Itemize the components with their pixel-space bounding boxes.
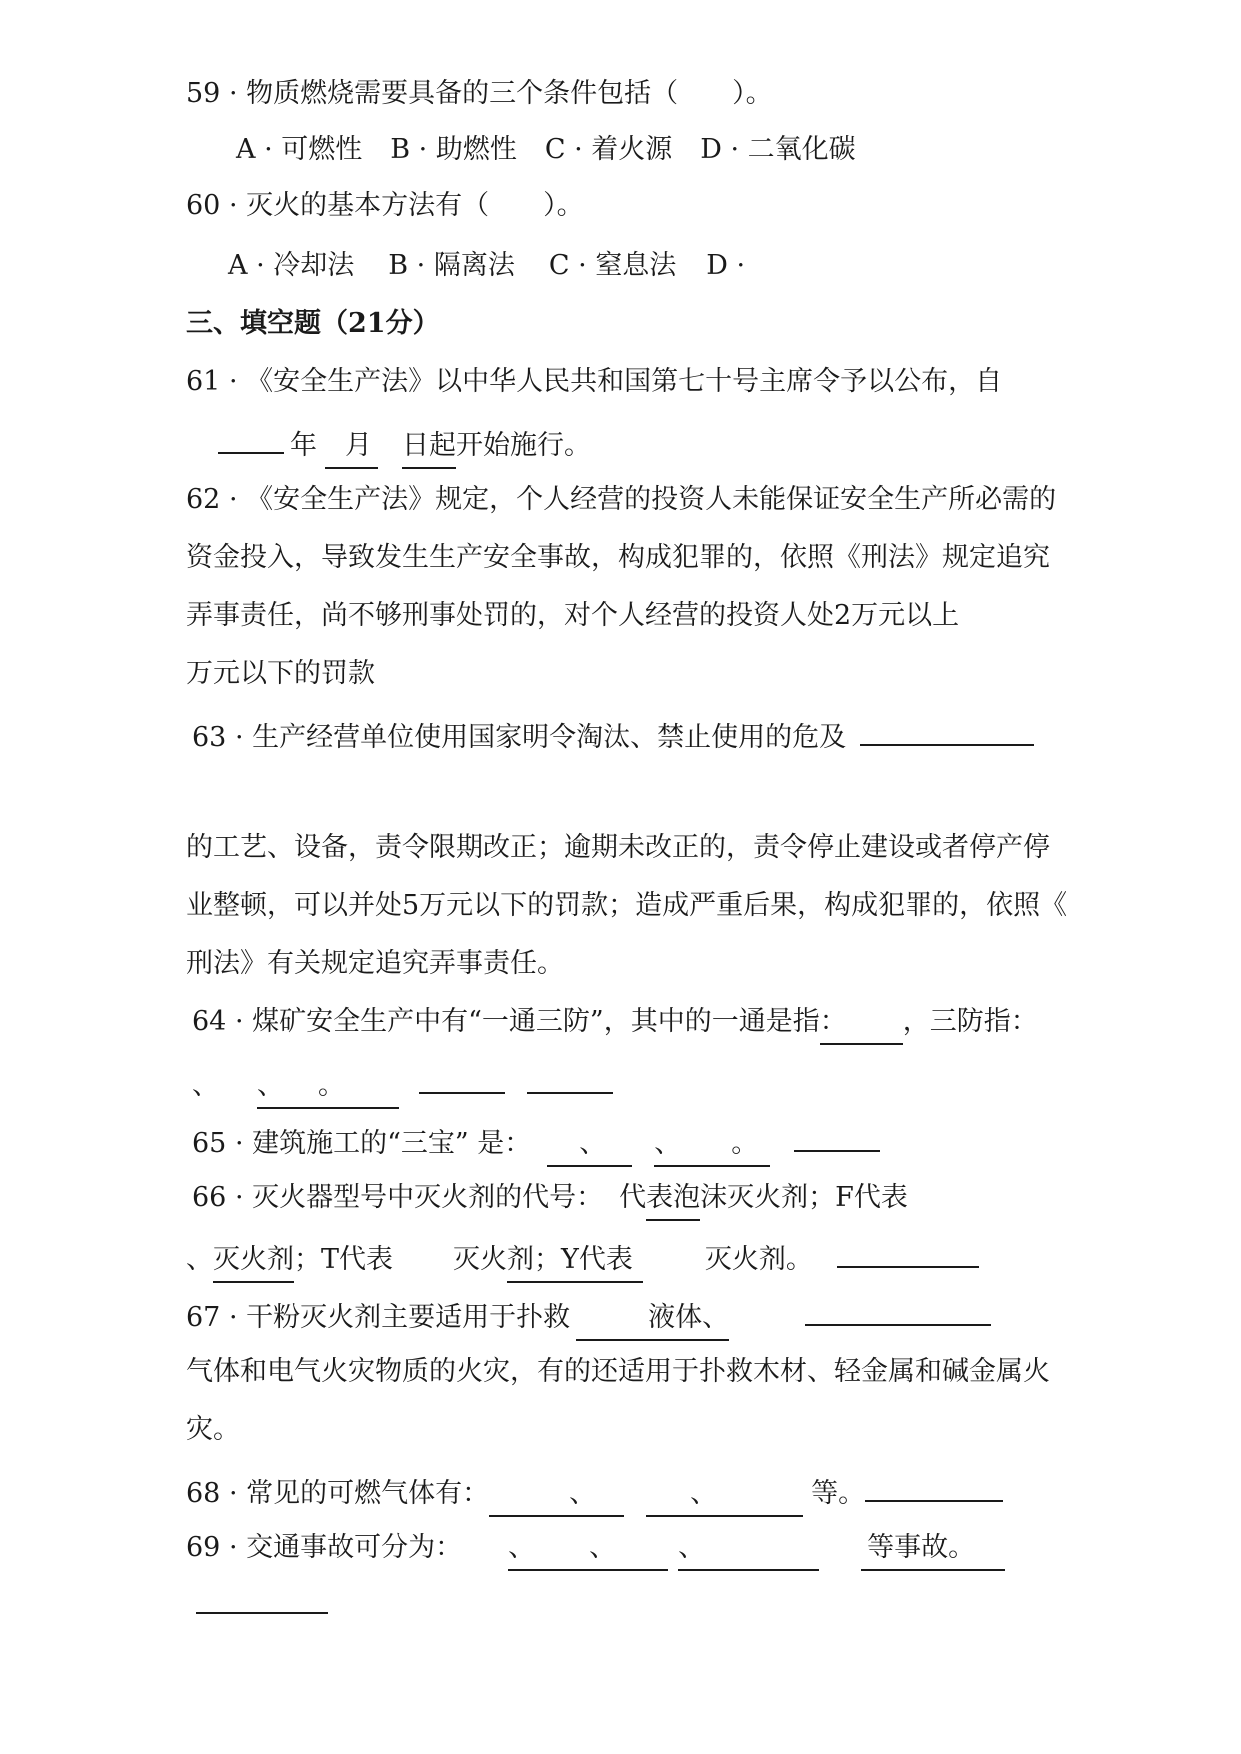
question-66-line2 — [186, 1236, 979, 1276]
option-a: A · 冷却法 — [228, 250, 355, 281]
text: 刑法》有关规定追究弄事责任。 — [186, 948, 564, 979]
question-66-line1 — [192, 1178, 908, 1218]
text: 64 · 煤矿安全生产中有“一通三防”，其中的一通是指 — [192, 1006, 820, 1037]
question-62-line3 — [186, 596, 959, 636]
question-60-stem: 60 · 灭火的基本方法有（ ）。 — [186, 190, 584, 221]
question-63-line2 — [186, 828, 1050, 868]
label-ri: 日起 — [402, 426, 456, 469]
text: 弄事责任，尚不够刑事处罚的，对个人经营的投资人处2万元以上 — [186, 600, 960, 631]
blank-64-3[interactable] — [419, 1062, 505, 1094]
separator: 、 — [678, 1532, 706, 1563]
option-b: B · 助燃性 — [390, 134, 517, 165]
text: 气体和电气火灾物质的火灾，有的还适用于扑救木材、轻金属和碱金属火 — [186, 1356, 1050, 1387]
option-a: A · 可燃性 — [236, 134, 363, 165]
text: 等事故。 — [867, 1532, 976, 1563]
question-65 — [192, 1120, 880, 1160]
blank-63[interactable] — [860, 714, 1034, 746]
blank-69-2[interactable] — [678, 1528, 819, 1571]
blank-68-3[interactable] — [865, 1470, 1003, 1502]
separator: 、 — [508, 1532, 536, 1563]
blank-64-2[interactable] — [257, 1066, 399, 1109]
blank-66-1[interactable]: 表泡 — [646, 1178, 700, 1221]
blank-69-3[interactable] — [861, 1528, 1005, 1571]
blank-year[interactable] — [218, 422, 284, 454]
blank-65-2[interactable] — [654, 1124, 770, 1167]
question-61-line1: 61 · 《安全生产法》以中华人民共和国第七十号主席令予以公布，自 — [186, 366, 1003, 397]
separator: 、 — [654, 1128, 682, 1159]
question-67-line1 — [186, 1294, 991, 1334]
question-67-line2 — [186, 1352, 1050, 1392]
label-tail: 开始施行。 — [456, 430, 591, 461]
blank-67-1[interactable] — [576, 1298, 729, 1341]
blank-68-2[interactable] — [646, 1474, 803, 1517]
blank-64-4[interactable] — [527, 1062, 613, 1094]
question-59-options — [236, 130, 856, 170]
text: 沫灭火剂；F代表 — [700, 1182, 908, 1213]
blank-68-1[interactable] — [489, 1474, 624, 1517]
option-d: D · 二氧化碳 — [700, 134, 856, 165]
question-59-stem: 59 · 物质燃烧需要具备的三个条件包括（ ）。 — [186, 78, 773, 109]
option-c: C · 窒息法 — [548, 250, 677, 281]
blank-65-3[interactable] — [794, 1120, 880, 1152]
text: 的工艺、设备，责令限期改正；逾期未改正的，责令停止建设或者停产停 — [186, 832, 1050, 863]
question-62-line1 — [186, 480, 1056, 520]
blank-65-1[interactable] — [547, 1124, 632, 1167]
option-b: B · 隔离法 — [388, 250, 515, 281]
text: 等。 — [811, 1478, 866, 1509]
question-60-options — [228, 246, 745, 286]
text: 灭火剂。 — [704, 1244, 813, 1275]
question-61-blanks — [218, 422, 591, 462]
text: 代 — [619, 1182, 647, 1213]
question-62-line4 — [186, 654, 375, 694]
text: 66 · 灭火器型号中灭火剂的代号： — [192, 1182, 604, 1213]
text: ，三防指： — [902, 1006, 1038, 1037]
separator: 、 — [257, 1070, 284, 1101]
text: 62 · 《安全生产法》规定，个人经营的投资人未能保证安全生产所必需的 — [186, 484, 1057, 515]
separator: 、 — [569, 1478, 597, 1509]
question-61 — [186, 362, 1002, 402]
blank-69-4[interactable] — [196, 1612, 328, 1614]
blank-66-3[interactable] — [507, 1240, 643, 1283]
text: 资金投入，导致发生生产安全事故，构成犯罪的，依照《刑法》规定追究 — [186, 542, 1050, 573]
text: 67 · 干粉灭火剂主要适用于扑救 — [186, 1302, 571, 1333]
blank-69-1[interactable] — [508, 1528, 668, 1571]
separator: 、 — [186, 1244, 213, 1275]
blank-66-4[interactable] — [837, 1236, 979, 1268]
label-nian: 年 — [290, 430, 317, 461]
separator: 。 — [731, 1128, 759, 1159]
question-62-line2 — [186, 538, 1050, 578]
question-67-line3 — [186, 1410, 240, 1450]
text: 液体、 — [648, 1302, 730, 1333]
section-heading — [186, 304, 440, 344]
text: 灭火 — [453, 1244, 508, 1275]
text: 65 · 建筑施工的“三宝” 是： — [192, 1128, 532, 1159]
question-59 — [186, 74, 773, 114]
separator: 、 — [579, 1128, 607, 1159]
text: 63 · 生产经营单位使用国家明令淘汰、禁止使用的危及 — [192, 722, 847, 753]
blank-64-1[interactable] — [820, 1002, 903, 1045]
colon: ： — [819, 1006, 847, 1037]
question-63-line3 — [186, 886, 1067, 926]
separator: 。 — [318, 1070, 345, 1101]
option-d: D · — [706, 250, 746, 281]
option-c: C · 着火源 — [544, 134, 673, 165]
text: 灾。 — [186, 1414, 240, 1445]
question-64-line1 — [192, 1002, 1038, 1042]
text: 68 · 常见的可燃气体有： — [186, 1478, 490, 1509]
text: 万元以下的罚款 — [186, 658, 375, 689]
question-63-line4 — [186, 944, 564, 984]
separator: 、 — [589, 1532, 617, 1563]
text: ；T代表 — [294, 1244, 394, 1275]
text: 业整顿，可以并处5万元以下的罚款；造成严重后果，构成犯罪的，依照《 — [186, 890, 1068, 921]
section-title: 三、填空题（21分） — [186, 308, 440, 339]
question-60 — [186, 186, 584, 226]
text: 69 · 交通事故可分为： — [186, 1532, 463, 1563]
separator: 、 — [192, 1070, 219, 1101]
question-63-line1 — [192, 714, 1034, 754]
text: 剂；Y代表 — [507, 1244, 633, 1275]
blank-66-2[interactable]: 灭火剂 — [213, 1240, 294, 1283]
blank-67-2[interactable] — [805, 1294, 991, 1326]
question-68 — [186, 1470, 1003, 1510]
separator: 、 — [690, 1478, 718, 1509]
question-64-line2 — [192, 1062, 613, 1102]
question-69 — [186, 1528, 1005, 1568]
label-yue: 月 — [325, 426, 378, 469]
